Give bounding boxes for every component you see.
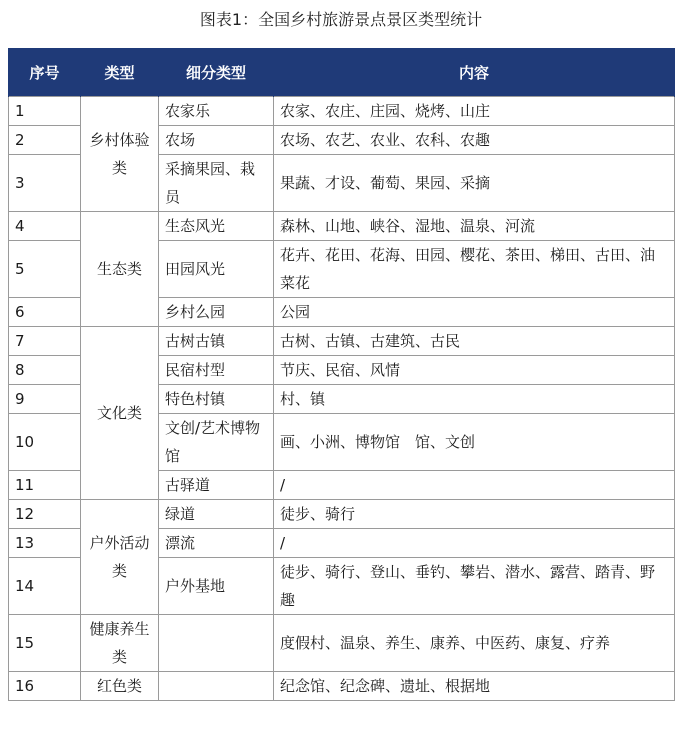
table-row	[9, 327, 675, 356]
content-cell: 纪念馆、纪念碑、遗址、根据地	[274, 672, 675, 701]
subtype-cell: 乡村么园	[159, 298, 274, 327]
table-caption: 图表1：全国乡村旅游景点景区类型统计	[199, 10, 483, 29]
row-number: 16	[9, 672, 81, 701]
content-cell: 果蔬、才设、葡萄、果园、采摘	[274, 155, 675, 212]
row-number: 14	[9, 558, 81, 615]
subtype-cell: 绿道	[159, 500, 274, 529]
subtype-cell: 漂流	[159, 529, 274, 558]
row-number: 15	[9, 615, 81, 672]
tourism-type-table	[8, 48, 675, 701]
header-no: 序号	[9, 48, 81, 97]
header-category: 类型	[81, 48, 159, 97]
subtype-cell: 农场	[159, 126, 274, 155]
row-number: 5	[9, 241, 81, 298]
content-cell: /	[274, 471, 675, 500]
subtype-cell: 生态风光	[159, 212, 274, 241]
content-cell: /	[274, 529, 675, 558]
subtype-cell: 特色村镇	[159, 385, 274, 414]
content-cell: 农场、农艺、农业、农科、农趣	[274, 126, 675, 155]
table-row	[9, 615, 675, 672]
content-cell: 古树、古镇、古建筑、古民	[274, 327, 675, 356]
table-row	[9, 672, 675, 701]
subtype-cell: 田园风光	[159, 241, 274, 298]
row-number: 9	[9, 385, 81, 414]
content-cell: 公园	[274, 298, 675, 327]
header-subtype: 细分类型	[159, 48, 274, 97]
subtype-cell: 采摘果园、栽员	[159, 155, 274, 212]
subtype-cell: 古树古镇	[159, 327, 274, 356]
table-row	[9, 212, 675, 241]
content-cell: 农家、农庄、庄园、烧烤、山庄	[274, 97, 675, 126]
category-cell: 户外活动类	[81, 500, 159, 615]
content-cell: 森林、山地、峡谷、湿地、温泉、河流	[274, 212, 675, 241]
category-cell: 红色类	[81, 672, 159, 701]
row-number: 1	[9, 97, 81, 126]
row-number: 2	[9, 126, 81, 155]
content-cell: 花卉、花田、花海、田园、樱花、茶田、梯田、古田、油菜花	[274, 241, 675, 298]
content-cell: 度假村、温泉、养生、康养、中医药、康复、疗养	[274, 615, 675, 672]
subtype-cell: 农家乐	[159, 97, 274, 126]
header-content: 内容	[274, 48, 675, 97]
row-number: 3	[9, 155, 81, 212]
content-cell: 徒步、骑行	[274, 500, 675, 529]
row-number: 7	[9, 327, 81, 356]
row-number: 12	[9, 500, 81, 529]
subtype-cell: 文创/艺术博物馆	[159, 414, 274, 471]
category-cell: 生态类	[81, 212, 159, 327]
table-header-row	[9, 48, 675, 97]
subtype-cell	[159, 672, 274, 701]
subtype-cell	[159, 615, 274, 672]
subtype-cell: 古驿道	[159, 471, 274, 500]
content-cell: 村、镇	[274, 385, 675, 414]
row-number: 10	[9, 414, 81, 471]
category-cell: 乡村体验类	[81, 97, 159, 212]
table-row	[9, 500, 675, 529]
category-cell: 文化类	[81, 327, 159, 500]
subtype-cell: 户外基地	[159, 558, 274, 615]
row-number: 6	[9, 298, 81, 327]
subtype-cell: 民宿村型	[159, 356, 274, 385]
row-number: 13	[9, 529, 81, 558]
content-cell: 画、小洲、博物馆 馆、文创	[274, 414, 675, 471]
table-row	[9, 97, 675, 126]
row-number: 4	[9, 212, 81, 241]
row-number: 8	[9, 356, 81, 385]
content-cell: 节庆、民宿、风情	[274, 356, 675, 385]
content-cell: 徒步、骑行、登山、垂钓、攀岩、潜水、露营、踏青、野趣	[274, 558, 675, 615]
row-number: 11	[9, 471, 81, 500]
category-cell: 健康养生类	[81, 615, 159, 672]
